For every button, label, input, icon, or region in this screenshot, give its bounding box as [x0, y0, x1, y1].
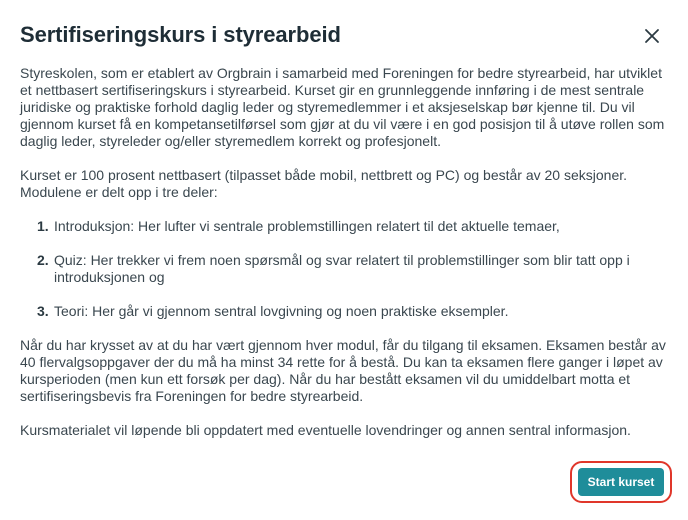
list-item-text: Quiz: Her trekker vi frem noen spørsmål og svar relatert til problemstillinger som blir tatt opp i introduksjonen og	[54, 252, 630, 285]
close-button[interactable]	[644, 28, 660, 44]
modules-paragraph: Kurset er 100 prosent nettbasert (tilpasset både mobil, nettbrett og PC) og består av 20 seksjoner. Modulene er delt opp i tre deler:	[20, 167, 628, 200]
dialog-content	[20, 65, 668, 456]
list-item-number: 1.	[37, 218, 49, 234]
list-item	[20, 303, 668, 320]
list-item	[20, 218, 668, 235]
dialog-title: Sertifiseringskurs i styrearbeid	[20, 22, 341, 47]
module-list	[20, 218, 668, 320]
list-item	[20, 252, 668, 286]
list-item-text: Teori: Her går vi gjennom sentral lovgivning og noen praktiske eksempler.	[54, 303, 509, 319]
list-item-number: 2.	[37, 252, 49, 268]
update-paragraph: Kursmaterialet vil løpende bli oppdatert med eventuelle lovendringer og annen sentral informasjon.	[20, 422, 631, 438]
list-item-number: 3.	[37, 303, 49, 319]
close-icon	[644, 28, 660, 44]
list-item-text: Introduksjon: Her lufter vi sentrale problemstillingen relatert til det aktuelle temaer,	[54, 218, 560, 234]
start-course-button[interactable]: Start kurset	[578, 468, 664, 496]
exam-paragraph: Når du har krysset av at du har vært gjennom hver modul, får du tilgang til eksamen. Eksamen består av 40 flervalgsoppgaver der du må ha minst 34 rette for å bestå. Du kan ta eksamen flere ganger i løpet av kursperioden (men kun ett forsøk per dag). Når du har bestått eksamen vil du umiddelbart motta et sertifiseringsbevis fra Foreningen for bedre styrearbeid.	[20, 337, 666, 404]
intro-paragraph: Styreskolen, som er etablert av Orgbrain i samarbeid med Foreningen for bedre styrearbeid, har utviklet et nettbasert sertifiseringskurs i styrearbeid. Kurset gir en grunnleggende innføring i de mest sentrale juridiske og praktiske forhold daglig leder og styremedlemmer i et aksjeselskap bør kjenne til. Du vil gjennom kurset få en kompetansetilførsel som gjør at du vil være i en god posisjon til å utøve rollen som daglig leder, styreleder og/eller styremedlem korrekt og profesjonelt.	[20, 65, 665, 149]
